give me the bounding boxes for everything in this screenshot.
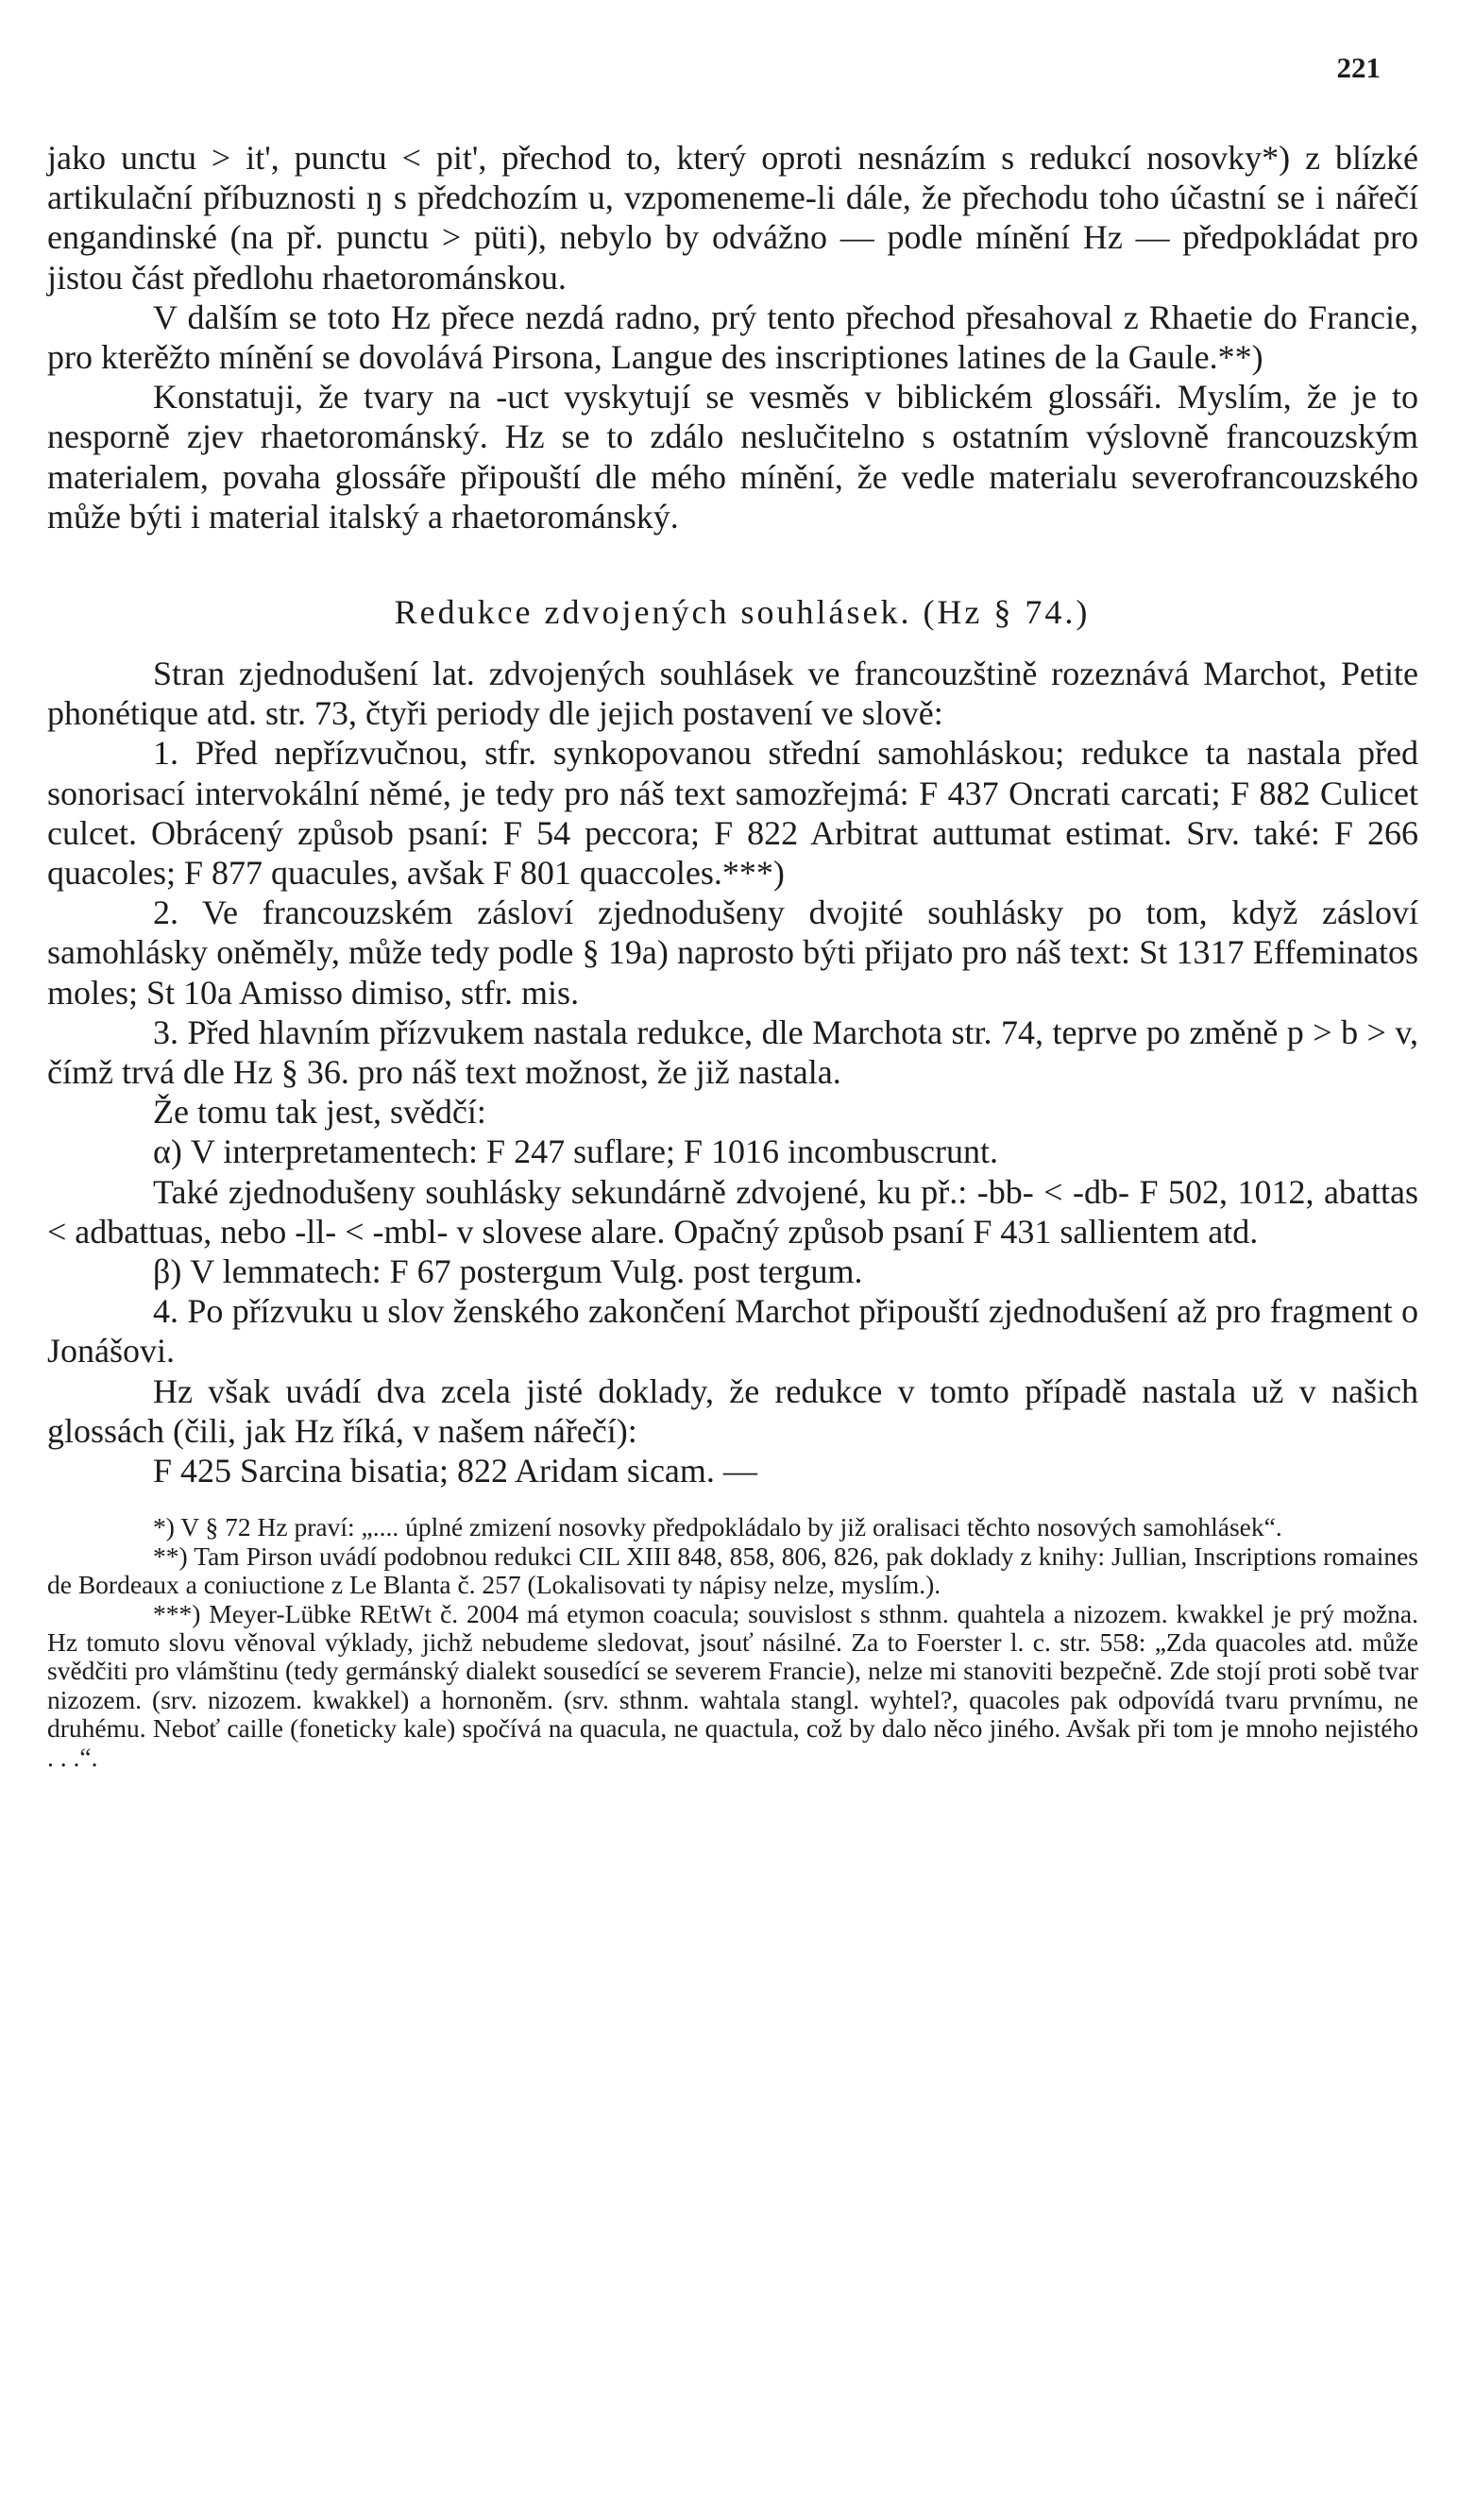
footnote: ***) Meyer-Lübke REtWt č. 2004 má etymon coacula; souvislost s sthnm. quahtela a nizozem. kwakkel je prý možna. Hz tomuto slovu věnoval výklady, jichž nebudeme sledovat, jsouť násilné. Za to Foerster l. c. str. 558: „Zda quacoles atd. může svědčiti pro vlámštinu (tedy germánský dialekt sousedící se severem Francie), nelze mi stanoviti bezpečně. Zde stojí proti sobě tvar nizozem. (srv. nizozem. kwakkel) a hornoněm. (srv. sthnm. wahtala stangl. wyhtel?, quacoles pak odpovídá tvaru prvnímu, ne druhému. Neboť caille (foneticky kale) spočívá na quacula, ne quactula, což by dalo něco jiného. Avšak při tom je mnoho nejistého . . .“. (47, 1598, 1418, 1772)
paragraph: Konstatuji, že tvary na -uct vyskytují se vesměs v biblickém glossáři. Myslím, že je to nesporně zjev rhaetorománský. Hz se to zdálo neslučitelno s ostatním výslovně francouzským materialem, povaha glossáře připouští dle mého mínění, že vedle materialu severofrancouzského může býti i material italský a rhaetorománský. (47, 378, 1418, 536)
paragraph: jako unctu > it', punctu < pit', přechod to, který oproti nesnázím s redukcí nosovky*) z blízké artikulační příbuznosti ŋ s předchozím u, vzpomeneme-li dále, že přechodu toho účastní se i nářečí engandinské (na př. punctu > püti), nebylo by odvážno — podle mínění Hz — předpokládat pro jistou část předlohu rhaetorománskou. (47, 139, 1418, 297)
footnote: *) V § 72 Hz praví: „.... úplné zmizení nosovky předpokládalo by již oralisaci těchto nosových samohlásek“. (153, 1512, 1282, 1542)
paragraph: Stran zjednodušení lat. zdvojených souhlásek ve francouzštině rozeznává Marchot, Petite phonétique atd. str. 73, čtyři periody dle jejich postavení ve slově: (47, 655, 1418, 733)
paragraph: α) V interpretamentech: F 247 suflare; F 1016 incombuscrunt. (153, 1132, 999, 1171)
page-number: 221 (1336, 51, 1381, 84)
footnote: **) Tam Pirson uvádí podobnou redukci CIL XIII 848, 858, 806, 826, pak doklady z knihy: Jullian, Inscriptions romaines de Bordeaux a coniuctione z Le Blanta č. 257 (Lokalisovati ty nápisy nelze, myslím.). (47, 1541, 1418, 1600)
paragraph: 3. Před hlavním přízvukem nastala redukce, dle Marchota str. 74, teprve po změně p > b > v, čímž trvá dle Hz § 36. pro náš text možnost, že již nastala. (47, 1013, 1418, 1092)
paragraph: Že tomu tak jest, svědčí: (153, 1093, 486, 1132)
paragraph: F 425 Sarcina bisatia; 822 Aridam sicam. — (153, 1452, 757, 1490)
section-heading: Redukce zdvojených souhlásek. (Hz § 74.) (394, 593, 1091, 632)
paragraph: V dalším se toto Hz přece nezdá radno, prý tento přechod přesahoval z Rhaetie do Francie, pro kterěžto mínění se dovolává Pirsona, Langue des inscriptiones latines de la Gaule.**) (47, 298, 1418, 377)
footnotes (47, 1513, 1418, 1772)
paragraph: Hz však uvádí dva zcela jisté doklady, že redukce v tomto případě nastala už v našich glossách (čili, jak Hz říká, v našem nářečí): (47, 1371, 1418, 1450)
paragraph: 4. Po přízvuku u slov ženského zakončení Marchot připouští zjednodušení až pro fragment o Jonášovi. (47, 1292, 1418, 1371)
paragraph: β) V lemmatech: F 67 postergum Vulg. post tergum. (153, 1252, 863, 1291)
paragraph: 2. Ve francouzském zásloví zjednodušeny dvojité souhlásky po tom, když zásloví samohlásky oněměly, může tedy podle § 19a) naprosto býti přijato pro náš text: St 1317 Effeminatos moles; St 10a Amisso dimiso, stfr. mis. (47, 894, 1418, 1012)
paragraph: Také zjednodušeny souhlásky sekundárně zdvojené, ku př.: -bb- < -db- F 502, 1012, abattas < adbattuas, nebo -ll- < -mbl- v slovese alare. Opačný způsob psaní F 431 sallientem atd. (47, 1172, 1418, 1251)
main-text (47, 138, 1418, 1490)
paragraph: 1. Před nepřízvučnou, stfr. synkopovanou střední samohláskou; redukce ta nastala před sonorisací intervokální němé, je tedy pro náš text samozřejmá: F 437 Oncrati carcati; F 882 Culicet culcet. Obrácený způsob psaní: F 54 peccora; F 822 Arbitrat auttumat estimat. Srv. také: F 266 quacoles; F 877 quacules, avšak F 801 quaccoles.***) (47, 734, 1418, 893)
